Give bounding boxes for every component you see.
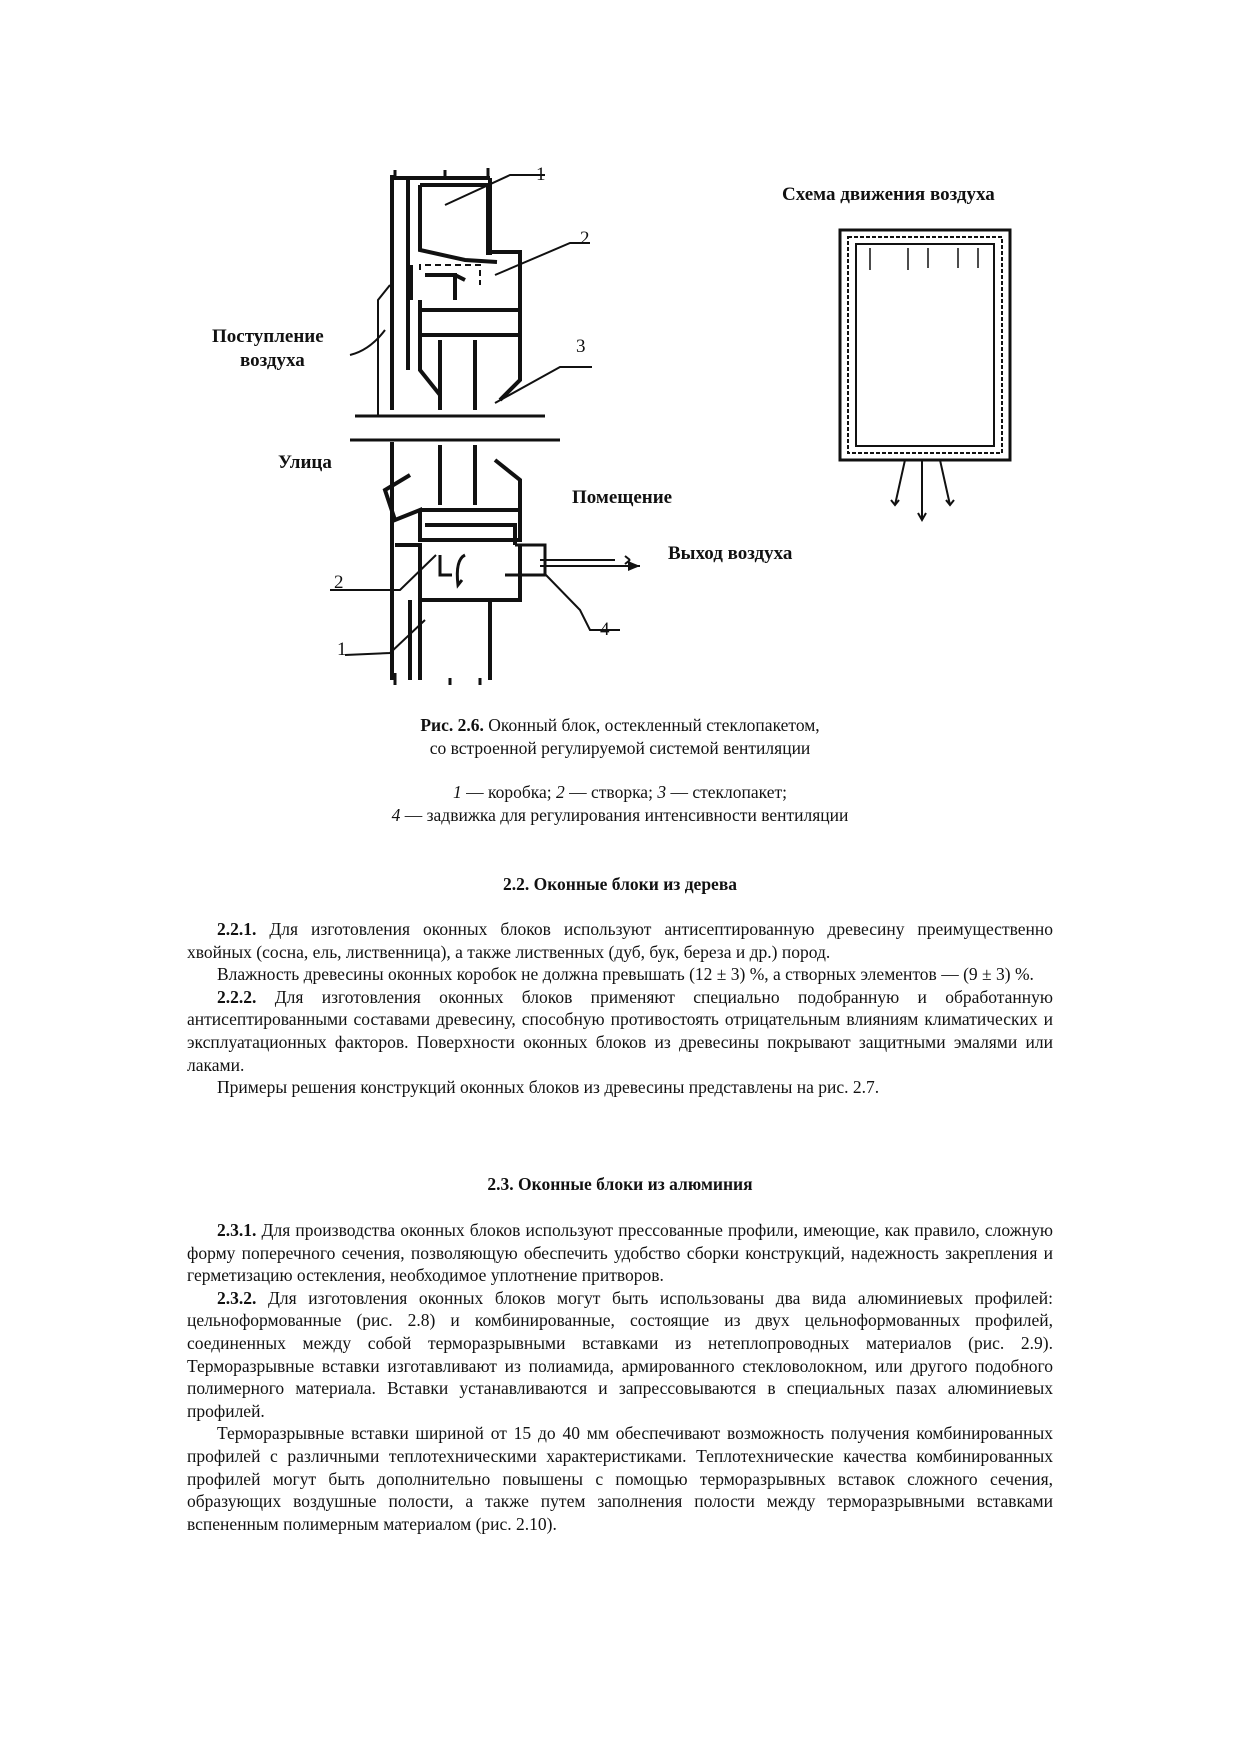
paragraph-text: Примеры решения конструкций оконных блоков из древесины представлены на рис. 2.7. (217, 1077, 880, 1098)
clause-number: 2.3.2. (217, 1287, 257, 1308)
legend-key-3: 3 (657, 782, 667, 802)
paragraph-text: Для изготовления оконных блоков могут быть использованы два вида алюминиевых профилей: цельноформованные (рис. 2.8) и комбинированные, состоящие из двух цельноформованных профилей, соединенных между собой терморазрывными вставками из нетеплопроводных материалов (рис. 2.9). Терморазрывные вставки изготавливают из полиамида, армированного стекловолокном, или другого подобного полимерного материала. Вставки устанавливаются и запрессовываются в специальных пазах алюминиевых профилей. (187, 1287, 1053, 1421)
legend-key-4: 4 (391, 805, 401, 825)
figure-2-6 (0, 0, 1240, 700)
section-2-3-body (187, 1219, 1053, 1535)
legend-key-2: 2 (556, 782, 565, 802)
paragraph-text: Для изготовления оконных блоков применяют специально подобранную и обработанную антисептированными составами древесину, способную противостоять отрицательным влияниям климатических и эксплуатационных факторов. Поверхности оконных блоков из древесины покрывают защитными эмалями или лаками. (187, 986, 1053, 1075)
legend-value-4: — задвижка для регулирования интенсивности вентиляции (400, 805, 849, 825)
paragraph-2-2-2 (187, 986, 1053, 1076)
caption-line-2: со встроенной регулируемой системой вентиляции (429, 738, 811, 758)
window-section-drawing (350, 168, 560, 685)
paragraph-examples (187, 1076, 1053, 1099)
label-1-bottom: 1 (337, 639, 347, 660)
paragraph-humidity (187, 963, 1053, 986)
scheme-title: Схема движения воздуха (782, 184, 995, 205)
section-heading-2-3: 2.3. Оконные блоки из алюминия (487, 1174, 753, 1194)
paragraph-text: Для производства оконных блоков используют прессованные профили, имеющие, как правило, сложную форму поперечного сечения, позволяющую обеспечить удобство сборки конструкций, надежность закрепления и герметизацию остекления, необходимое уплотнение притворов. (187, 1220, 1053, 1286)
label-street: Улица (278, 452, 332, 473)
legend-value-2: — створка; (564, 782, 658, 802)
air-out-arrowhead (628, 561, 640, 571)
air-flow-scheme (840, 230, 1010, 520)
label-air-in-1: Поступление (212, 326, 324, 347)
clause-number: 2.2.1. (217, 919, 257, 939)
paragraph-2-3-1 (187, 1219, 1053, 1287)
section-heading-2-2: 2.2. Оконные блоки из дерева (502, 874, 738, 894)
paragraph-text: Для изготовления оконных блоков используют антисептированную древесину преимущественно хвойных (сосна, ель, лиственница), а также лиственных (дуб, бук, береза и др.) пород. (187, 919, 1053, 962)
label-2-top: 2 (580, 228, 590, 249)
label-1-top: 1 (536, 164, 546, 185)
label-2-bottom: 2 (334, 572, 344, 593)
label-3: 3 (576, 336, 586, 357)
label-air-in-2: воздуха (240, 350, 305, 371)
paragraph-2-2-1 (187, 918, 1053, 963)
figure-legend (187, 781, 1053, 827)
legend-value-3: — стеклопакет; (666, 782, 787, 802)
legend-key-1: 1 (453, 782, 462, 802)
paragraph-text: Терморазрывные вставки шириной от 15 до 40 мм обеспечивают возможность получения комбинированных профилей с различными теплотехническими характеристиками. Теплотехнические качества комбинированных профилей могут быть дополнительно повышены с помощью терморазрывных вставок сложного сечения, образующих воздушные полости, а также путем заполнения полости между терморазрывными вставками вспененным полимерным материалом (рис. 2.10). (187, 1423, 1053, 1534)
figure-caption (187, 714, 1053, 760)
caption-line-1: Оконный блок, остекленный стеклопакетом, (483, 715, 820, 735)
paragraph-text: Влажность древесины оконных коробок не должна превышать (12 ± 3) %, а створных элементов — (9 ± 3) %. (217, 964, 1034, 985)
figure-number: Рис. 2.6. (420, 715, 484, 735)
clause-number: 2.2.2. (217, 986, 257, 1007)
label-4: 4 (600, 619, 610, 640)
paragraph-thermal-inserts (187, 1422, 1053, 1535)
clause-number: 2.3.1. (217, 1220, 257, 1240)
section-2-2-body (187, 918, 1053, 1099)
label-room: Помещение (572, 487, 673, 508)
paragraph-2-3-2 (187, 1287, 1053, 1423)
legend-value-1: — коробка; (461, 782, 557, 802)
label-air-out: Выход воздуха (668, 543, 793, 564)
